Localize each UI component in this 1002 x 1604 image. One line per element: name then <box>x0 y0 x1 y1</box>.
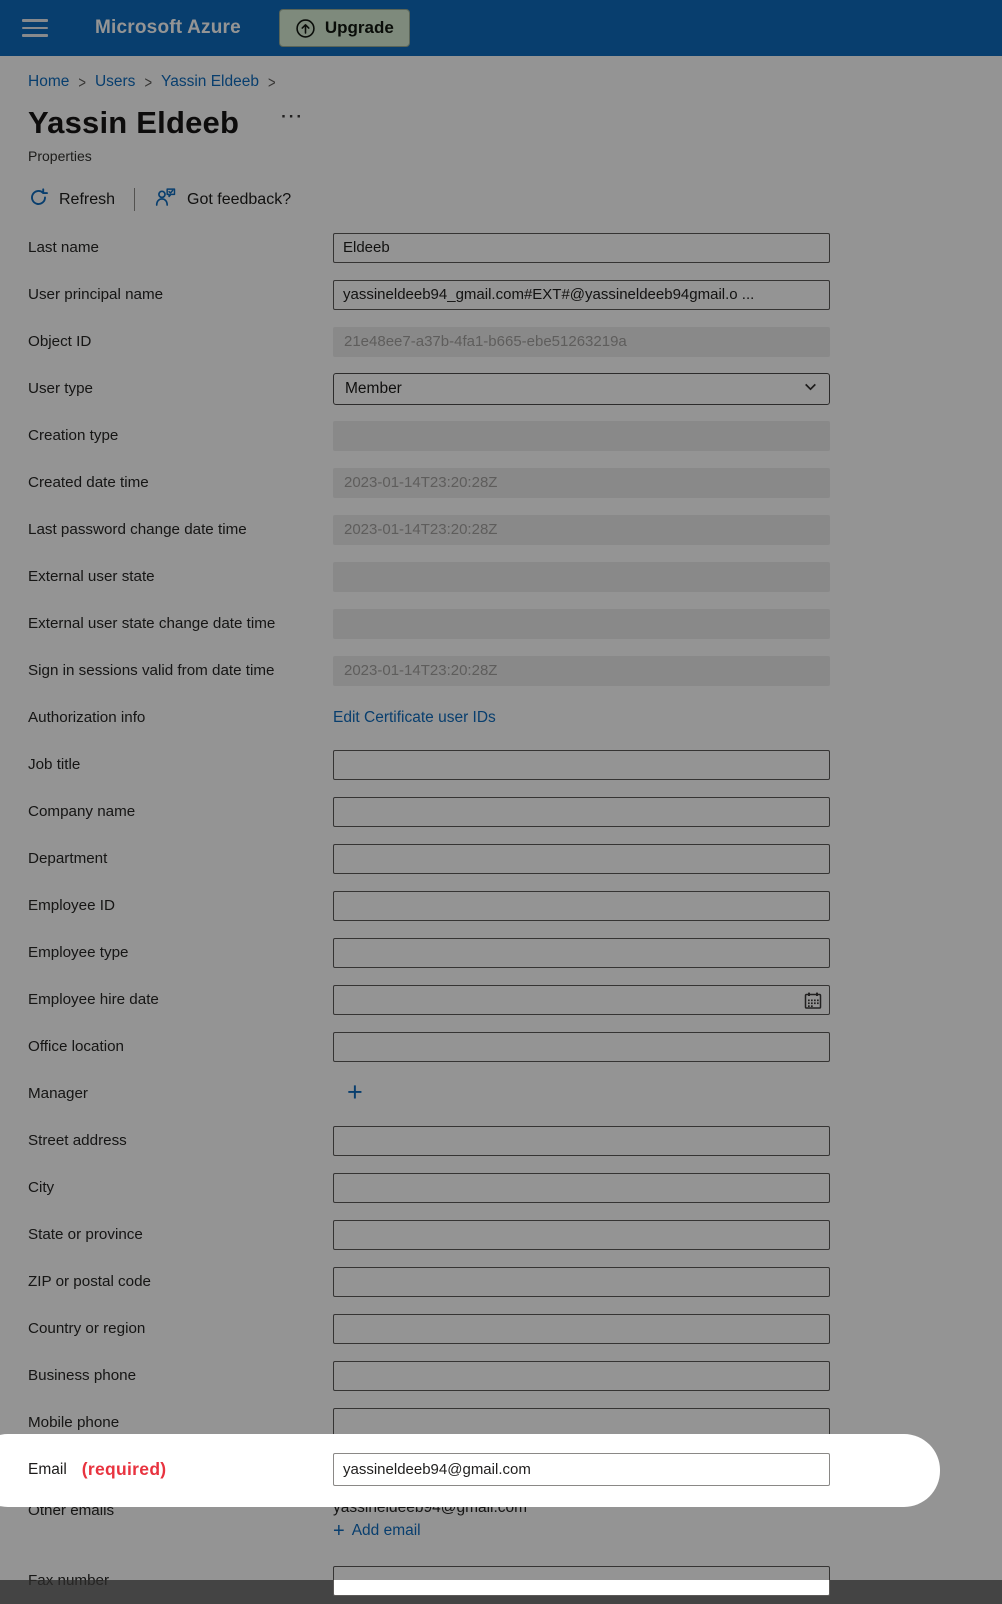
email-required-badge: (required) <box>81 1459 167 1479</box>
field-row-fax-number <box>28 1557 830 1604</box>
breadcrumb-separator: > <box>267 72 276 92</box>
add-email-plus-icon: + <box>333 1520 345 1542</box>
product-title: Microsoft Azure <box>95 17 241 38</box>
feedback-button[interactable] <box>154 186 291 214</box>
toolbar-divider <box>134 188 135 211</box>
add-manager-icon[interactable]: + <box>347 1076 363 1107</box>
external-user-state-value <box>333 562 830 592</box>
mobile-phone-label: Mobile phone <box>28 1414 120 1431</box>
job-title-label: Job title <box>28 756 81 773</box>
add-email-button[interactable] <box>333 1522 830 1540</box>
field-row-employee-id <box>28 882 830 929</box>
office-location-label: Office location <box>28 1038 124 1055</box>
creation-type-value <box>333 421 830 451</box>
field-row-city <box>28 1164 830 1211</box>
field-row-state-or-province <box>28 1211 830 1258</box>
field-row-user-type <box>28 365 830 412</box>
mobile-phone-input[interactable] <box>333 1408 830 1438</box>
department-label: Department <box>28 850 108 867</box>
company-name-label: Company name <box>28 803 136 820</box>
more-actions-icon[interactable]: ··· <box>281 107 305 126</box>
external-user-state-label: External user state <box>28 568 155 585</box>
user-type-select[interactable] <box>333 373 830 405</box>
other-email-value: yassineldeeb94@gmail.com <box>333 1499 528 1516</box>
hamburger-menu-icon[interactable] <box>22 19 48 37</box>
other-emails-label: Other emails <box>28 1502 115 1519</box>
refresh-button[interactable] <box>28 187 115 213</box>
calendar-icon[interactable] <box>801 989 825 1013</box>
field-row-authorization-info <box>28 694 830 741</box>
employee-id-input[interactable] <box>333 891 830 921</box>
top-bar <box>0 0 1002 56</box>
employee-hire-date-label: Employee hire date <box>28 991 159 1008</box>
employee-type-input[interactable] <box>333 938 830 968</box>
edit-certificate-user-ids-link[interactable]: Edit Certificate user IDs <box>333 708 496 726</box>
feedback-icon <box>154 186 177 214</box>
breadcrumb-separator: > <box>78 72 86 92</box>
street-address-label: Street address <box>28 1132 127 1149</box>
field-row-employee-hire-date <box>28 976 830 1023</box>
field-row-email-highlighted <box>28 1446 830 1493</box>
field-row-office-location <box>28 1023 830 1070</box>
field-row-object-id <box>28 318 830 365</box>
employee-type-label: Employee type <box>28 944 129 961</box>
page-title: Yassin Eldeeb <box>28 105 240 140</box>
field-row-sign-in-sessions <box>28 647 830 694</box>
email-input[interactable] <box>333 1453 830 1486</box>
city-label: City <box>28 1179 55 1196</box>
breadcrumb-users[interactable]: Users <box>94 73 136 90</box>
company-name-input[interactable] <box>333 797 830 827</box>
zip-code-label: ZIP or postal code <box>28 1273 151 1290</box>
last-password-change-label: Last password change date time <box>28 521 247 538</box>
field-row-zip-code <box>28 1258 830 1305</box>
object-id-value: 21e48ee7-a37b-4fa1-b665-ebe51263219a <box>333 327 830 357</box>
field-row-employee-type <box>28 929 830 976</box>
object-id-label: Object ID <box>28 333 92 350</box>
breadcrumb-home[interactable]: Home <box>28 73 70 90</box>
job-title-input[interactable] <box>333 750 830 780</box>
last-password-change-value: 2023-01-14T23:20:28Z <box>333 515 830 545</box>
country-or-region-label: Country or region <box>28 1320 146 1337</box>
manager-label: Manager <box>28 1085 88 1102</box>
feedback-label: Got feedback? <box>187 190 292 208</box>
breadcrumb <box>28 72 1002 92</box>
field-row-created-date-time <box>28 459 830 506</box>
last-name-input[interactable] <box>333 233 830 263</box>
external-user-state-change-value <box>333 609 830 639</box>
chevron-down-icon <box>803 379 818 399</box>
field-row-job-title <box>28 741 830 788</box>
street-address-input[interactable] <box>333 1126 830 1156</box>
user-principal-name-label: User principal name <box>28 286 164 303</box>
breadcrumb-separator: > <box>144 72 153 92</box>
created-date-time-label: Created date time <box>28 474 149 491</box>
upgrade-button[interactable] <box>279 9 410 47</box>
employee-hire-date-input[interactable] <box>333 985 830 1015</box>
zip-code-input[interactable] <box>333 1267 830 1297</box>
business-phone-label: Business phone <box>28 1367 137 1384</box>
user-principal-name-input[interactable] <box>333 280 830 310</box>
field-row-street-address <box>28 1117 830 1164</box>
field-row-last-name <box>28 224 830 271</box>
department-input[interactable] <box>333 844 830 874</box>
properties-form <box>28 224 830 1604</box>
fax-number-label: Fax number <box>28 1572 110 1589</box>
field-row-external-user-state <box>28 553 830 600</box>
state-or-province-label: State or province <box>28 1226 143 1243</box>
created-date-time-value: 2023-01-14T23:20:28Z <box>333 468 830 498</box>
command-bar <box>28 187 1002 212</box>
business-phone-input[interactable] <box>333 1361 830 1391</box>
field-row-business-phone <box>28 1352 830 1399</box>
employee-id-label: Employee ID <box>28 897 115 914</box>
fax-number-input[interactable] <box>333 1566 830 1596</box>
user-type-label: User type <box>28 380 93 397</box>
email-label: Email <box>28 1460 67 1478</box>
creation-type-label: Creation type <box>28 427 119 444</box>
field-row-creation-type <box>28 412 830 459</box>
sign-in-sessions-label: Sign in sessions valid from date time <box>28 662 275 679</box>
field-row-user-principal-name <box>28 271 830 318</box>
last-name-label: Last name <box>28 239 99 256</box>
upgrade-label: Upgrade <box>324 18 394 37</box>
add-email-label: Add email <box>351 1522 421 1539</box>
authorization-info-label: Authorization info <box>28 709 146 726</box>
country-or-region-input[interactable] <box>333 1314 830 1344</box>
sign-in-sessions-value: 2023-01-14T23:20:28Z <box>333 656 830 686</box>
breadcrumb-current-user[interactable]: Yassin Eldeeb <box>161 73 259 90</box>
field-row-last-password-change <box>28 506 830 553</box>
field-row-manager <box>28 1070 830 1117</box>
office-location-input[interactable] <box>333 1032 830 1062</box>
external-user-state-change-label: External user state change date time <box>28 615 276 632</box>
field-row-company-name <box>28 788 830 835</box>
city-input[interactable] <box>333 1173 830 1203</box>
refresh-icon <box>28 187 49 213</box>
field-row-external-user-state-change <box>28 600 830 647</box>
state-or-province-input[interactable] <box>333 1220 830 1250</box>
upgrade-arrow-icon <box>295 18 316 39</box>
field-row-department <box>28 835 830 882</box>
page-subtitle: Properties <box>28 148 92 164</box>
user-type-selected-value: Member <box>345 379 402 397</box>
refresh-label: Refresh <box>59 190 116 208</box>
field-row-country-or-region <box>28 1305 830 1352</box>
